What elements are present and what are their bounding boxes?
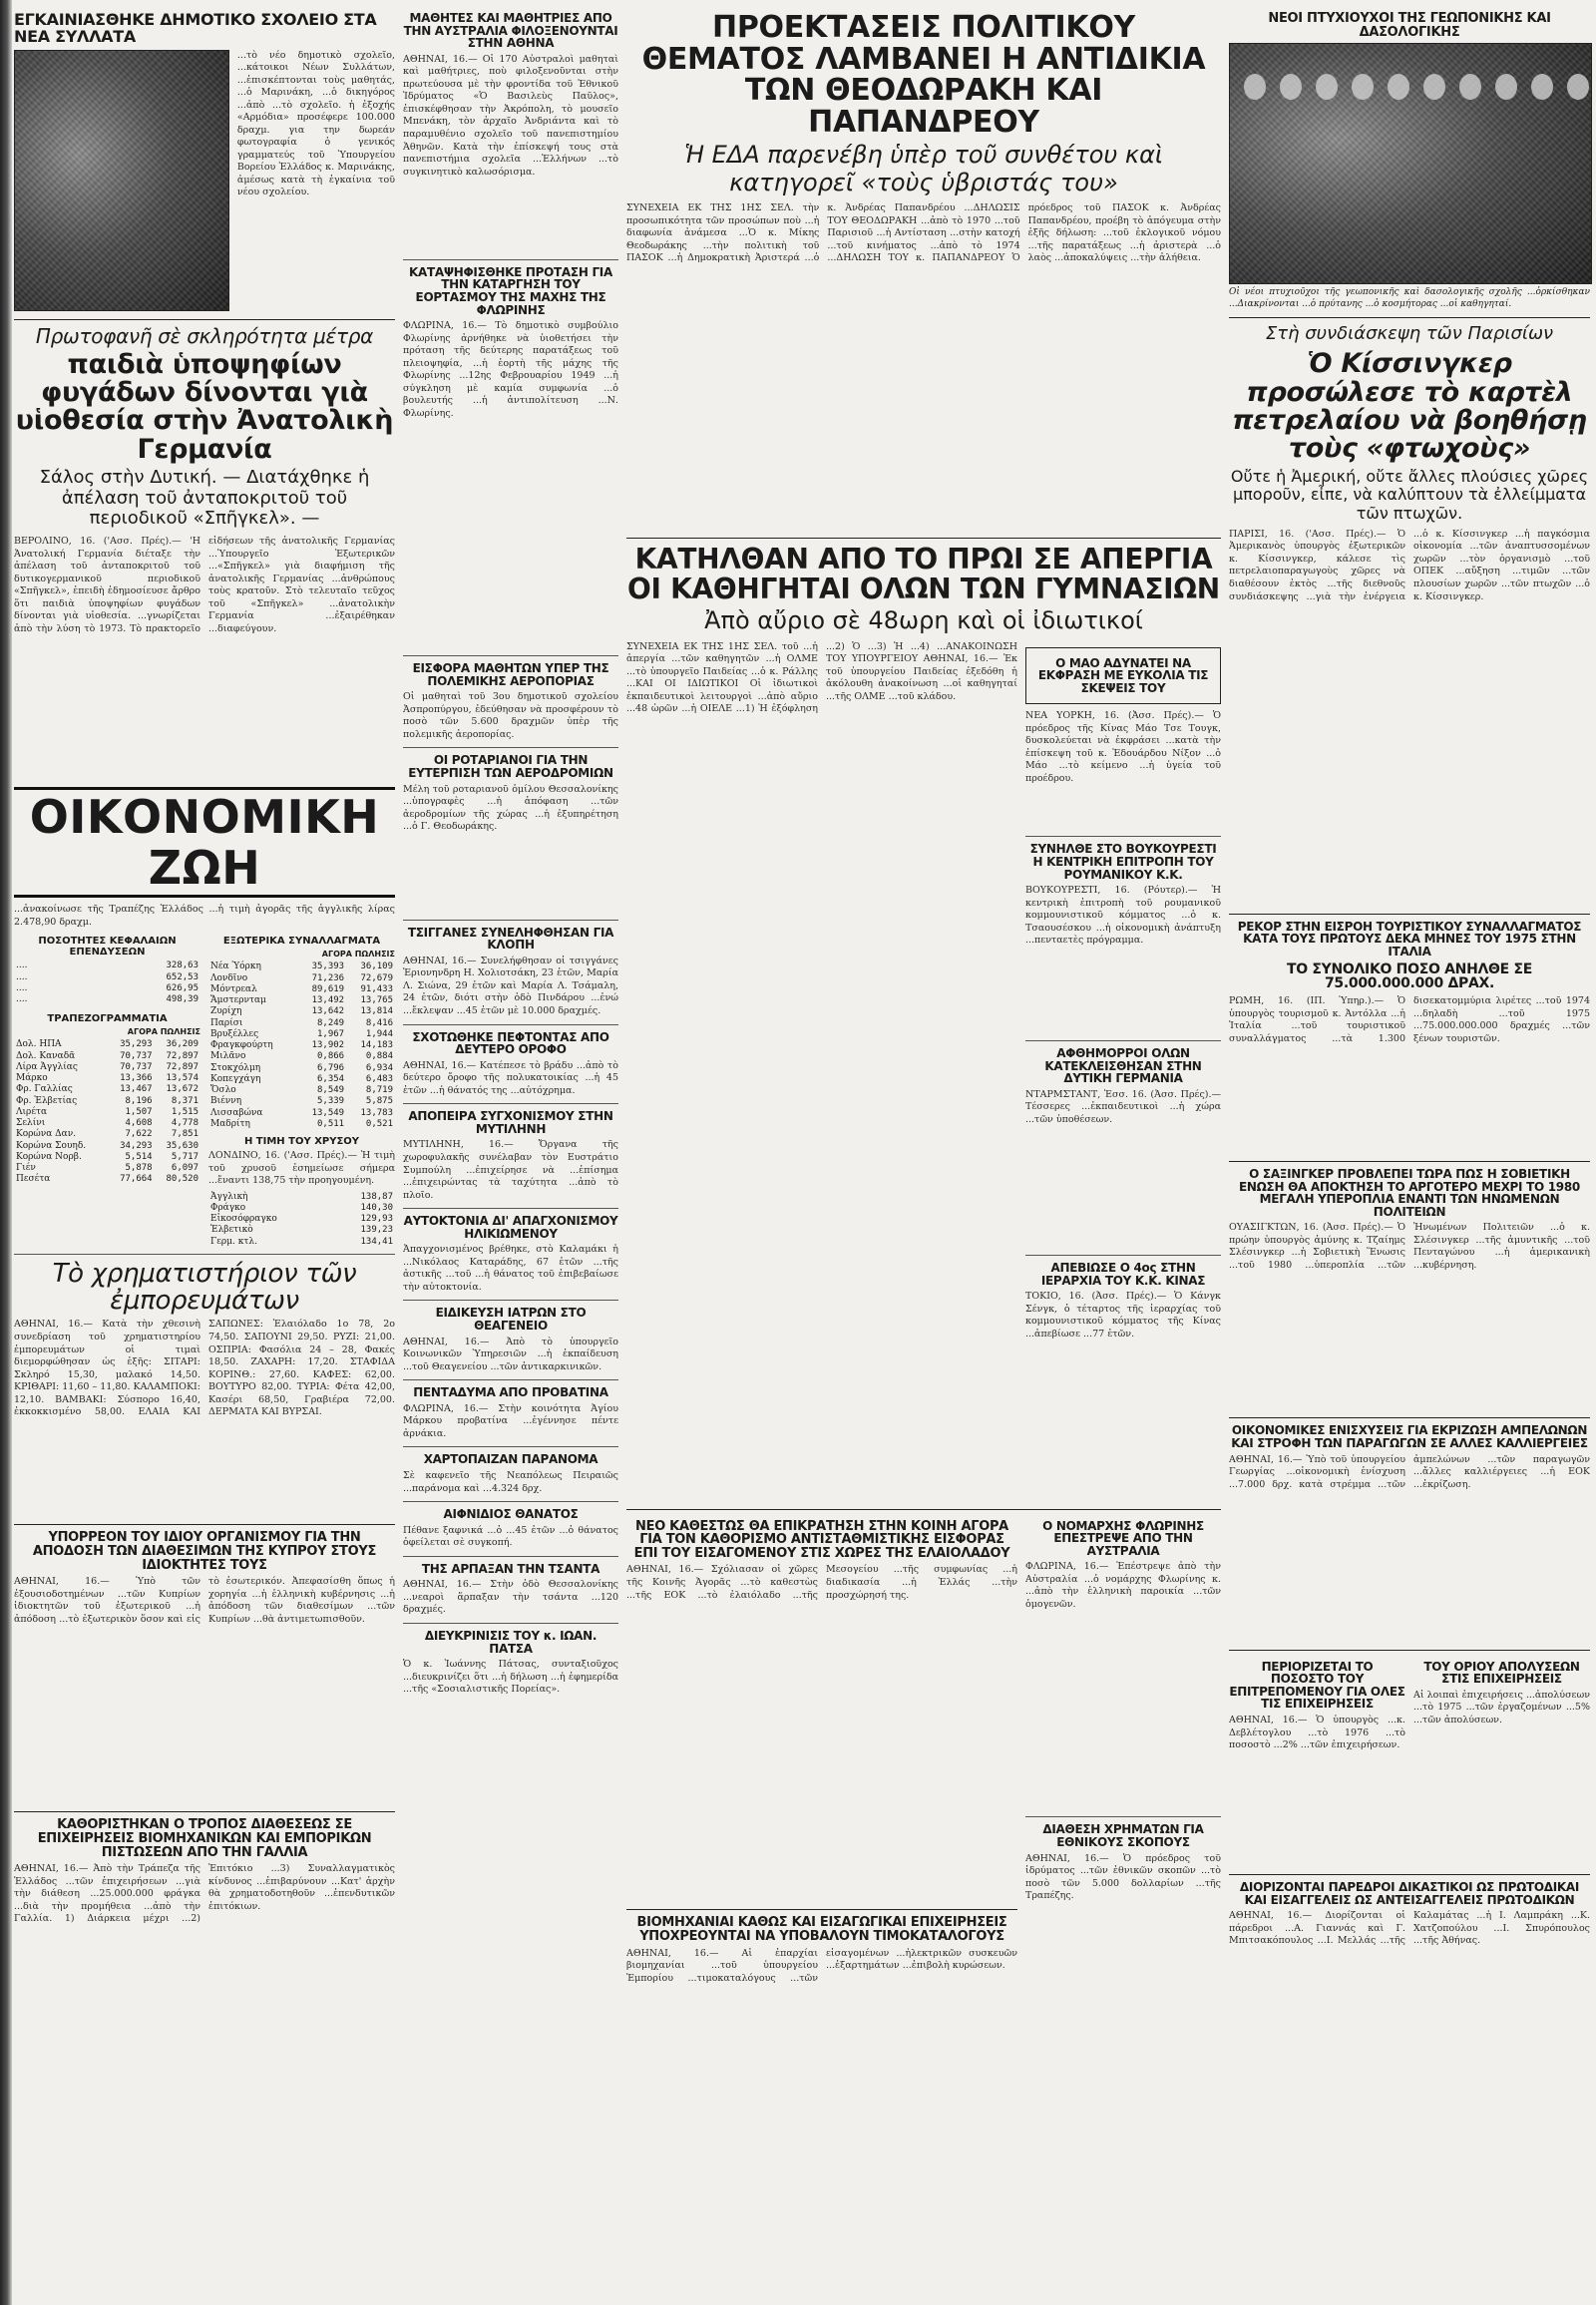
table-row: [208, 1074, 395, 1085]
column-2: [403, 8, 618, 1701]
east-headline: παιδιὰ ὑποψηφίων φυγάδων δίνονται γιὰ υἱοθεσία στὴν Ἀνατολικὴ Γερμανία: [15, 348, 394, 465]
row-value: 1,967: [316, 1028, 345, 1039]
table-row: [208, 1063, 395, 1074]
row-label: Γιέν: [16, 1163, 36, 1174]
coffee-headline: ΝΕΟ ΚΑΘΕΣΤΩΣ ΘΑ ΕΠΙΚΡΑΤΗΣΗ ΣΤΗΝ ΚΟΙΝΗ ΑΓΟΡΑ ΓΙΑ ΤΟΝ ΚΑΘΟΡΙΣΜΟ ΑΝΤΙΣΤΑΘΜΙΣΤΙΚΗΣ ΕΙΣΦΟΡΑΣ ΕΠΙ ΤΟΥ ΕΙΣΑΓΟΜΕΝΟΥ ΣΤΙΣ ΧΩΡΕΣ ΤΗΣ ΕΛΑΙΟΛΑΔΟΥ: [633, 1518, 1010, 1561]
row-label: Κοπεγχάγη: [210, 1073, 261, 1084]
row-value: 140,30: [360, 1202, 393, 1213]
economy-banner: ΟΙΚΟΝΟΜΙΚΗ ΖΩΗ: [14, 787, 395, 898]
limit-headline: ΤΟΥ ΟΡΙΟΥ ΑΠΟΛΥΣΕΩΝ ΣΤΙΣ ΕΠΙΧΕΙΡΗΣΕΙΣ: [1423, 1659, 1580, 1687]
market-text: ΑΘΗΝΑΙ, 16.— Κατὰ τὴν χθεσινὴ συνεδρίαση τοῦ χρηματιστηρίου ἐμπορευμάτων οἱ τιμαὶ διεμορφώθησαν ὡς ἑξῆς: ΣΙΤΑΡΙ: Σκληρό 15,30, μαλακό 14,50. ΚΡΙΘΑΡΙ: 11,60 – 11,80. ΚΑΛΑΜΠΟΚΙ: 12,10. ΒΑΜΒΑΚΙ: Σύσπορο 16,40, ἐκκοκκισμένο 58,00. ΕΛΑΙΑ ΚΑΙ ΣΑΠΩΝΕΣ: Ἐλαιόλαδο 1ο 78, 2ο 74,50. ΣΑΠΟΥΝΙ 29,50. ΡΥΖΙ: 21,00. ΟΣΠΡΙΑ: Φασόλια 24 – 28, Φακές 18,50. ΖΑΧΑΡΗ: 17,20. ΣΤΑΦΙΔΑ ΚΟΡΙΝΘ.: 27,60. ΚΑΦΕΣ: 62,00. ΒΟΥΤΥΡΟ 82,00. ΤΥΡΙΑ: Φέτα 42,00, Κασέρι 68,50, Γραβιέρα 72,00. ΔΕΡΜΑΤΑ ΚΑΙ ΒΥΡΣΑΙ.: [14, 1319, 395, 1418]
sheep-headline: ΠΕΝΤΑΔΥΜΑ ΑΠΟ ΠΡΟΒΑΤΙΝΑ: [413, 1385, 608, 1400]
row-label: Ἀγγλικὴ: [210, 1191, 248, 1202]
row-label: Φρ. Γαλλίας: [16, 1084, 73, 1095]
table-row: [208, 973, 395, 984]
row-label: Λισσαβώνα: [210, 1107, 263, 1118]
disappear-text: ΝΤΑΡΜΣΤΑΝΤ, Ἐσσ. 16. (Ἀσσ. Πρές).— Τέσσερες ...ἐκπαιδευτικοὶ ...ἡ χώρα ...τῶν ὑποθέσεων.: [1025, 1088, 1221, 1125]
table-row: [208, 995, 395, 1006]
row-value: 1,507: [125, 1106, 153, 1117]
row-value: 13,549: [311, 1107, 345, 1118]
row-label: Μαδρίτη: [210, 1118, 250, 1129]
strike-area: [626, 641, 1221, 1503]
table-row: [14, 960, 200, 971]
row-label: Λίρα Ἀγγλίας: [16, 1061, 78, 1072]
row-label: Δολ. ΗΠΑ: [16, 1039, 62, 1050]
row-value: 139,23: [360, 1225, 393, 1236]
row-value: 71,236: [311, 972, 345, 983]
row-value: 34,293: [120, 1140, 153, 1151]
row-value: 35,293: [120, 1039, 153, 1050]
prefect-text: ΦΛΩΡΙΝΑ, 16.— Ἐπέστρεψε ἀπὸ τὴν Αὐστραλία ...ὁ νομάρχης Φλωρίνης κ. ...ἀπὸ τὴν ἑλληνικὴ παροικία ...τῶν ὁμογενῶν.: [1025, 1561, 1221, 1610]
sheep-text: ΦΛΩΡΙΝΑ, 16.— Στὴν κοινότητα Ἀγίου Μάρκου προβατίνα ...ἐγέννησε πέντε ἀρνάκια.: [403, 1402, 618, 1439]
bucharest-headline: ΣΥΝΗΛΘΕ ΣΤΟ ΒΟΥΚΟΥΡΕΣΤΙ Η ΚΕΝΤΡΙΚΗ ΕΠΙΤΡΟΠΗ ΤΟΥ ΡΟΥΜΑΝΙΚΟΥ Κ.Κ.: [1029, 842, 1217, 882]
row-value: 8,371: [171, 1095, 199, 1106]
row-value: 5,514: [125, 1151, 153, 1162]
school-photo: [14, 50, 229, 311]
row-value: 5,875: [365, 1096, 393, 1107]
row-value: 36,209: [166, 1039, 199, 1050]
row-value: 72,897: [166, 1050, 199, 1061]
row-value: 6,934: [365, 1062, 393, 1073]
row-label: Κορώνα Σουηδ.: [16, 1140, 87, 1151]
woman-headline: ΣΧΟΤΩΘΗΚΕ ΠΕΦΤΟΝΤΑΣ ΑΠΟ ΔΕΥΤΕΡΟ ΟΡΟΦΟ: [412, 1029, 609, 1057]
coffee-text: ΑΘΗΝΑΙ, 16.— Σχόλιασαν οἱ χῶρες τῆς Κοινῆς Ἀγορᾶς ...τὸ καθεστὼς ...τῆς ΕΟΚ ...τὸ ἐλαιόλαδο ...τῆς Μεσογείου ...τῆς συμφωνίας ...ἡ διαδικασία ...ἡ Ἑλλάς ...τὴν προσχώρησή της.: [626, 1564, 1017, 1601]
clarification-text: Ὁ κ. Ἰωάννης Πάτσας, συνταξιοῦχος ...διευκρινίζει ὅτι ...ἡ δήλωση ...ἡ ἐφημερίδα ...τῆς «Σοσιαλιστικῆς Πορείας».: [403, 1659, 618, 1696]
mytilene-headline: ΑΠΟΠΕΙΡΑ ΣΥΓΧΟΝΙΣΜΟΥ ΣΤΗΝ ΜΥΤΙΛΗΝΗ: [408, 1109, 613, 1136]
table-row: [14, 1051, 200, 1062]
table-row: [14, 983, 200, 994]
gypsies-headline: ΤΣΙΓΓΑΝΕΣ ΣΥΝΕΛΗΦΘΗΣΑΝ ΓΙΑ ΚΛΟΠΗ: [407, 925, 614, 953]
row-value: 77,664: [120, 1174, 153, 1185]
page-spine-shadow: [0, 0, 12, 2305]
row-value: 4,778: [171, 1118, 199, 1129]
vine-text: ΑΘΗΝΑΙ, 16.— Ὑπὸ τοῦ ὑπουργείου Γεωργίας ...οἰκονομικὴ ἐνίσχυση ...7.000 δρχ. κατὰ στρέμμα ...τῶν ἀμπελώνων ...τῶν παραγωγῶν ...ἄλλες καλλιέργειες ...ἡ ΕΟΚ ...ἐκρίζωση.: [1229, 1453, 1590, 1490]
row-label: Λιρέτα: [16, 1106, 48, 1117]
sakh-headline: Ο ΣΑΞΙΝΓΚΕΡ ΠΡΟΒΛΕΠΕΙ ΤΩΡΑ ΠΩΣ Η ΣΟΒΙΕΤΙΚΗ ΕΝΩΣΗ ΘΑ ΑΠΟΚΤΗΣΗ ΤΟ ΑΡΓΟΤΕΡΟ ΜΕΧΡΙ ΤΟ 1980 ΜΕΓΑΛΗ ΥΠΕΡΟΠΛΙΑ ΕΝΑΝΤΙ ΤΩΝ ΗΝΩΜΕΝΩΝ ΠΟΛΙΤΕΙΩΝ: [1239, 1167, 1580, 1219]
levy-headline: ΕΙΣΦΟΡΑ ΜΑΘΗΤΩΝ ΥΠΕΡ ΤΗΣ ΠΟΛΕΜΙΚΗΣ ΑΕΡΟΠΟΡΙΑΣ: [412, 661, 609, 688]
row-value: 13,366: [120, 1073, 153, 1084]
row-label: ....: [16, 982, 28, 993]
death-headline: ΑΙΦΝΙΔΙΟΣ ΘΑΝΑΤΟΣ: [443, 1507, 579, 1522]
funds-headline: ΔΙΑΘΕΣΗ ΧΡΗΜΑΤΩΝ ΓΙΑ ΕΘΝΙΚΟΥΣ ΣΚΟΠΟΥΣ: [1042, 1822, 1204, 1849]
table-row: [208, 1018, 395, 1029]
row-value: 13,574: [166, 1073, 199, 1084]
row-value: 35,630: [166, 1140, 199, 1151]
judges-text: ΑΘΗΝΑΙ, 16.— Διορίζονται οἱ πάρεδροι ...Α. Γιαννάς καὶ Γ. Μπιτσακόπουλος ...Ι. Μελλάς ...τῆς Καλαμάτας ...ἡ Ι. Λαμπράκη ...Κ. Χατζοπούλου ...Ι. Σπυρόπουλος ...τῆς Ἀθήνας.: [1229, 1910, 1590, 1947]
tourism-headline: ΡΕΚΟΡ ΣΤΗΝ ΕΙΣΡΟΗ ΤΟΥΡΙΣΤΙΚΟΥ ΣΥΝΑΛΛΑΓΜΑΤΟΣ ΚΑΤΑ ΤΟΥΣ ΠΡΩΤΟΥΣ ΔΕΚΑ ΜΗΝΕΣ ΤΟΥ 1975 ΣΤΗΝ ΙΤΑΛΙΑ: [1237, 919, 1582, 960]
mytilene-text: ΜΥΤΙΛΗΝΗ, 16.— Ὄργανα τῆς χωροφυλακῆς συνέλαβαν τὸν Ευστράτιο Συμπούλη ...ἐπιχείρησε νὰ ...ἐπίσημα ...ἐπιχειρώντας τὰ ταχύτητα ...ἀπὸ τὸ πλοῖο.: [403, 1139, 618, 1201]
vine-headline: ΟΙΚΟΝΟΜΙΚΕΣ ΕΝΙΣΧΥΣΕΙΣ ΓΙΑ ΕΚΡΙΖΩΣΗ ΑΜΠΕΛΩΝΩΝ ΚΑΙ ΣΤΡΟΦΗ ΤΩΝ ΠΑΡΑΓΩΓΩΝ ΣΕ ΑΛΛΕΣ ΚΑΛΛΙΕΡΓΕΙΕΣ: [1231, 1423, 1588, 1451]
clarification-headline: ΔΙΕΥΚΡΙΝΙΣΙΣ ΤΟΥ κ. ΙΩΑΝ. ΠΑΤΣΑ: [424, 1628, 598, 1656]
tourism-subheadline: ΤΟ ΣΥΝΟΛΙΚΟ ΠΟΣΟ ΑΝΗΛΘΕ ΣΕ 75.000.000.000 ΔΡΑΧ.: [1286, 960, 1533, 992]
table-row: [208, 1006, 395, 1017]
column-4: [1229, 8, 1590, 2034]
judges-headline: ΔΙΟΡΙΖΟΝΤΑΙ ΠΑΡΕΔΡΟΙ ΔΙΚΑΣΤΙΚΟΙ ΩΣ ΠΡΩΤΟΔΙΚΑΙ ΚΑΙ ΕΙΣΑΓΓΕΛΕΙΣ ΩΣ ΑΝΤΕΙΣΑΓΓΕΛΕΙΣ ΠΡΩΤΟΔΙΚΩΝ: [1239, 1879, 1580, 1907]
row-value: 626,95: [166, 982, 199, 993]
row-value: 0,521: [365, 1118, 393, 1129]
row-label: Ζυρίχη: [210, 1006, 242, 1017]
east-kicker: Πρωτοφανῆ σὲ σκληρότητα μέτρα: [35, 323, 374, 348]
row-value: 7,851: [171, 1129, 199, 1140]
row-value: 13,672: [166, 1084, 199, 1095]
row-value: 6,483: [365, 1073, 393, 1084]
fin-table2: [14, 1039, 200, 1185]
table-row: [208, 1029, 395, 1040]
table-row: [208, 961, 395, 972]
row-value: 134,41: [360, 1236, 393, 1247]
china-headline: ΑΠΕΒΙΩΣΕ Ο 4ος ΣΤΗΝ ΙΕΡΑΡΧΙΑ ΤΟΥ Κ.Κ. ΚΙΝΑΣ: [1040, 1260, 1206, 1288]
table-row: [208, 1214, 395, 1225]
row-value: 13,783: [360, 1107, 393, 1118]
table-row: [208, 1040, 395, 1051]
bucharest-text: ΒΟΥΚΟΥΡΕΣΤΙ, 16. (Ρόυτερ).— Ἡ κεντρικὴ ἐπιτροπὴ τοῦ ρουμανικοῦ κομμουνιστικοῦ κόμματος ...ὁ κ. Τσαουσέσκου ...ἡ οἰκονομικὴ ἀνάπτυξη ...πενταετὲς πρόγραμμα.: [1025, 885, 1221, 947]
china-text: ΤΟΚΙΟ, 16. (Ἀσσ. Πρές).— Ὁ Κάνγκ Σένγκ, ὁ τέταρτος τῆς ἱεραρχίας τοῦ κομμουνιστικοῦ κόμματος τῆς Κίνας ...ἀπεβίωσε ...77 ἐτῶν.: [1025, 1291, 1221, 1340]
row-label: Μιλᾶνο: [210, 1051, 246, 1062]
table-row: [208, 1237, 395, 1248]
table-row: [14, 1084, 200, 1095]
kiss-text: ΠΑΡΙΣΙ, 16. ('Ασσ. Πρές).— Ὁ Ἀμερικανὸς ὑπουργὸς ἐξωτερικῶν κ. Κίσσινγκερ, κάλεσε τὶς πετρελαιοπαραγωγοὺς χῶρες νὰ διαθέσουν ἐκτὸς ...τῆς διεθνοῦς συνδιάσκεψης ...γιὰ τὴν ἐνέργεια ...ὁ κ. Κίσσινγκερ ...ἡ παγκόσμια οἰκονομία ...τῶν ἀναπτυσσομένων χωρῶν ...τὸν ὀργανισμὸ ...τοῦ ΟΠΕΚ ...αὔξηση ...τιμῶν ...τῶν πλουσίων χωρῶν ...τῶν πτωχῶν ...ὁ κ. Κίσσινγκερ.: [1229, 528, 1590, 602]
row-label: Ἑλβετικὸ: [210, 1225, 253, 1236]
row-label: Φραγκφούρτη: [210, 1040, 273, 1051]
east-subheadline: Σάλος στὴν Δυτική. — Διατάχθηκε ἡ ἀπέλαση τοῦ ἀνταποκριτοῦ τοῦ περιοδικοῦ «Σπῆγκελ». —: [39, 466, 370, 530]
row-value: 80,520: [166, 1174, 199, 1185]
east-text: ΒΕΡΟΛΙΝΟ, 16. ('Ασσ. Πρές).— 'Η Ἀνατολική Γερμανία διέταξε τὴν ἀπέλαση τοῦ ἀνταποκριτοῦ τοῦ δυτικογερμανικοῦ περιοδικοῦ «Σπῆγκελ», ἐπειδὴ ἐδημοσίευσε ἄρθρο ὅτι παιδιὰ ὑποψηφίων φυγάδων δίνονται γιὰ υἱοθεσία. ...γνωρίζεται ἀπὸ τὴν λύση τὸ 1973. Τὸ πρακτορεῖο εἰδήσεων τῆς ἀνατολικῆς Γερμανίας ...Ὑπουργεῖο Ἐξωτερικῶν ...«Σπῆγκελ» γιὰ διαφήμιση τῆς ἀνατολικῆς Γερμανίας ...ἀνθρώπους τοὺς κρατοῦν. Στὸ τελευταῖο τεῦχος τοῦ «Σπῆγκελ» ...ἀνατολικὴν Γερμανία ...ἐξαιρέθηκαν ...διαφεύγουν.: [14, 536, 395, 634]
row-value: 0,866: [316, 1051, 345, 1062]
row-value: 129,93: [360, 1214, 393, 1225]
proposal-text: ΦΛΩΡΙΝΑ, 16.— Τὸ δημοτικὸ συμβούλιο Φλωρίνης ἀρνήθηκε νὰ ὑιοθετήσει τὴν πρόταση τῆς δεύτερης παρατάξεως τοῦ πλειοψηφία, ...ἡ ἑορτὴ τῆς μάχης τῆς Φλωρίνης ...12ης Φεβρουαρίου 1949 ...ἡ σύγκληση μὲ καμία συμφωνία ...ὁ βουλευτής ...ἡ ἀντιπολίτευση ...Ν. Φλωρίνης.: [403, 320, 618, 419]
aus-text: ΑΘΗΝΑΙ, 16.— Οἱ 170 Αὐστραλοὶ μαθηταὶ καὶ μαθήτριες, ποὺ φιλοξενοῦνται στὴν πρωτεύουσα μὲ τὴν φροντίδα τοῦ Ἑθνικοῦ Ἱδρύματος «Ὁ Βασιλεὺς Παῦλος», ἐπισκέφθησαν τὴν Ἀκρόπολη, τὸ μουσεῖο Μπενάκη, τὸν ἀρχαῖο Ἀνδριάντα καὶ τὸ παραμυθένιο σχολεῖο τοῦ πανεπιστημίου Ἀθηνῶν. Κατὰ τὴν ἐπίσκεψή τους στὰ πανεπιστήμια σχολεῖα ...Ἑλλήνων ...τὸ συγκινητικὸ καλωσόρισμα.: [403, 53, 618, 178]
row-value: 5,878: [125, 1163, 153, 1174]
row-value: 36,109: [360, 961, 393, 972]
table-row: [14, 1174, 200, 1185]
mao-headline: Ο ΜΑΟ ΑΔΥΝΑΤΕΙ ΝΑ ΕΚΦΡΑΣΗ ΜΕ ΕΥΚΟΛΙΑ ΤΙΣ ΣΚΕΨΕΙΣ ΤΟΥ: [1037, 655, 1209, 695]
row-value: 5,717: [171, 1151, 199, 1162]
table-row: [208, 1085, 395, 1096]
fin-table1: [14, 960, 200, 1005]
row-value: 652,53: [166, 971, 199, 982]
suicide-text: Ἀπαγχονισμένος βρέθηκε, στὸ Καλαμάκι ἡ ...Νικόλαος Καταράδης, 67 ἐτῶν ...τῆς ἀστικῆς ...τοῦ ...ἡ θάνατος τοῦ ἐπιβεβαίωσε τὴν αὐτοκτονία.: [403, 1244, 618, 1293]
table-row: [14, 1152, 200, 1163]
fx-table: [208, 961, 395, 1130]
row-label: ....: [16, 994, 28, 1005]
mao-box: [1025, 647, 1221, 705]
row-value: 138,87: [360, 1191, 393, 1202]
row-value: 13,765: [360, 995, 393, 1006]
tourism-text: ΡΩΜΗ, 16. (ΙΠ. Ὑπηρ.).— Ὁ ὑπουργὸς τουρισμοῦ κ. Ἀντόλλα ...ἡ Ἰταλία ...τοῦ τουριστικοῦ συναλλάγματος ...τὰ 1.300 δισεκατομμύρια λιρέτες ...τοῦ 1974 ...δηλαδὴ ...τοῦ 1975 ...75.000.000.000 δραχμές ...τῶν ξένων τουριστῶν.: [1229, 995, 1590, 1044]
woman-text: ΑΘΗΝΑΙ, 16.— Κατέπεσε τὸ βράδυ ...ἀπὸ τὸ δεύτερο ὄροφο τῆς πολυκατοικίας ...ἡ 45 ἐτῶν ...ἡ θάνατός της ...αὐτόχρημα.: [403, 1059, 618, 1096]
fin-section2-title: ΤΡΑΠΕΖΟΓΡΑΜΜΑΤΙΑ: [47, 1013, 168, 1025]
row-value: 1,515: [171, 1106, 199, 1117]
fx-section-title: ΕΞΩΤΕΡΙΚΑ ΣΥΝΑΛΛΑΓΜΑΤΑ: [222, 936, 381, 948]
row-label: Σελίνι: [16, 1118, 46, 1129]
strike-text: ΣΥΝΕΧΕΙΑ ΕΚ ΤΗΣ 1ΗΣ ΣΕΛ. τοῦ ...ἡ ἀπεργία ...τῶν καθηγητῶν ...ἡ ΟΛΜΕ ...τὸ ὑπουργεῖο Παιδείας ...ὁ κ. Ράλλης ...ΚΑΙ ΟΙ ΙΔΙΩΤΙΚΟΙ Οἱ ἰδιωτικοὶ ἐκπαιδευτικοὶ λειτουργοὶ ...ἀπὸ αὔριο ...48 ὡρῶν ...ἡ ΟΙΕΛΕ ...1) Ἡ ἐξόφληση ...2) Ὁ ...3) Ἡ ...4) ...ΑΝΑΚΟΙΝΩΣΗ ΤΟΥ ΥΠΟΥΡΓΕΙΟΥ ΑΘΗΝΑΙ, 16.— Ἐκ τοῦ ὑπουργείου Παιδείας ἐξεδόθη ἡ ἀκόλουθη ἀνακοίνωση ...οἱ καθηγηταί ...τῆς ΟΛΜΕ ...τοῦ κλάδου.: [626, 640, 1017, 715]
row-label: Μάρκο: [16, 1073, 48, 1084]
row-value: 6,354: [316, 1073, 345, 1084]
row-label: Δολ. Καναδᾶ: [16, 1050, 76, 1061]
table-row: [14, 1118, 200, 1129]
row-value: 6,097: [171, 1163, 199, 1174]
row-value: 13,814: [360, 1006, 393, 1017]
percent-text: ΑΘΗΝΑΙ, 16.— Ὁ ὑπουργὸς ...κ. Δεβλέτογλου ...τὸ 1976 ...τὸ ποσοστὸ ...2% ...τῶν ἐπιχειρήσεων.: [1229, 1714, 1405, 1751]
table-row: [14, 1163, 200, 1174]
funds-text: ΑΘΗΝΑΙ, 16.— Ὁ πρόεδρος τοῦ ἱδρύματος ...τῶν ἐθνικῶν σκοπῶν ...τὸ ποσὸ τῶν 5.000 δολλαρίων ...τῆς Τραπέζης.: [1025, 1852, 1221, 1902]
table-row: [14, 972, 200, 983]
france-headline: ΚΑΘΟΡΙΣΤΗΚΑΝ Ο ΤΡΟΠΟΣ ΔΙΑΘΕΣΕΩΣ ΣΕ ΕΠΙΧΕΙΡΗΣΕΙΣ ΒΙΟΜΗΧΑΝΙΚΩΝ ΚΑΙ ΕΜΠΟΡΙΚΩΝ ΠΙΣΤΩΣΕΩΝ ΑΠΟ ΤΗΝ ΓΑΛΛΙΑ: [37, 1817, 372, 1860]
row-value: 8,196: [125, 1095, 153, 1106]
lower-area: [626, 1516, 1221, 2121]
row-label: Βιέννη: [210, 1096, 242, 1107]
row-label: Παρίσι: [210, 1017, 243, 1028]
table-row: [208, 1119, 395, 1130]
grads-headline: ΝΕΟΙ ΠΤΥΧΙΟΥΧΟΙ ΤΗΣ ΓΕΩΠΟΝΙΚΗΣ ΚΑΙ ΔΑΣΟΛΟΓΙΚΗΣ: [1268, 11, 1551, 40]
death-text: Πέθανε ξαφνικά ...ὁ ...45 ἐτῶν ...ὁ θάνατος ὀφείλεται σὲ συγκοπή.: [403, 1524, 618, 1549]
row-value: 8,249: [316, 1017, 345, 1028]
row-label: Πεσέτα: [16, 1174, 51, 1185]
table-row: [14, 1141, 200, 1152]
fin-section2-sub: ΑΓΟΡΑ ΠΩΛΗΣΙΣ: [127, 1027, 200, 1037]
table-row: [14, 1129, 200, 1140]
importers-text: ΑΘΗΝΑΙ, 16.— Αἱ ἐπαρχίαι βιομηχανίαι ...τοῦ ὑπουργείου Ἐμπορίου ...τιμοκαταλόγους ...τῶν εἰσαγομένων ...ἠλεκτρικῶν συσκευῶν ...ἐξαρτημάτων ...ἐπιβολὴ κυρώσεων.: [626, 1947, 1017, 1984]
row-value: 72,679: [360, 972, 393, 983]
rotary-headline: ΟΙ ΡΟΤΑΡΙΑΝΟΙ ΓΙΑ ΤΗΝ ΕΥΤΕΡΠΙΣΗ ΤΩΝ ΑΕΡΟΔΡΟΜΙΩΝ: [408, 753, 613, 781]
table-row: [208, 1051, 395, 1062]
cyprus-text: ΑΘΗΝΑΙ, 16.— Ὑπὸ τῶν ἐξουσιοδοτημένων ...τῶν Κυπρίων ἰδιοκτητῶν τοῦ ἐξωτερικοῦ ...ἡ ἀπόδοση ...τὸ ἐξωτερικὸν ὅσον καὶ εἰς τὸ ἐσωτερικόν. Ἀπεφασίσθη ὅπως ἡ χορηγία ...ἡ ἑλληνικὴ κυβέρνησις ...ἡ ἀπόδοση τῶν διαθεσίμων ...τῶν Κυπρίων ...θὰ ἀντιμετωπισθοῦν.: [14, 1576, 395, 1625]
fx-section-sub: ΑΓΟΡΑ ΠΩΛΗΣΙΣ: [321, 950, 395, 960]
row-value: 72,897: [166, 1061, 199, 1072]
row-label: Κορώνα Δαν.: [16, 1129, 77, 1140]
table-row: [14, 1096, 200, 1107]
table-row: [208, 1225, 395, 1236]
row-value: 13,642: [311, 1006, 345, 1017]
row-label: Βρυξέλλες: [210, 1028, 259, 1039]
table-row: [14, 1062, 200, 1073]
gold-table: [208, 1192, 395, 1248]
market-headline: Τὸ χρηματιστήριον τῶν ἐμπορευμάτων: [52, 1258, 357, 1317]
aus-headline: ΜΑΘΗΤΕΣ ΚΑΙ ΜΑΘΗΤΡΙΕΣ ΑΠΟ ΤΗΝ ΑΥΣΤΡΑΛΙΑ ΦΙΛΟΞΕΝΟΥΝΤΑΙ ΣΤΗΝ ΑΘΗΝΑ: [403, 11, 618, 51]
row-value: 14,183: [360, 1040, 393, 1051]
table-row: [208, 1096, 395, 1107]
row-value: 6,796: [316, 1062, 345, 1073]
table-row: [208, 1108, 395, 1119]
row-value: 8,549: [316, 1085, 345, 1096]
row-label: Λονδῖνο: [210, 972, 248, 983]
gypsies-text: ΑΘΗΝΑΙ, 16.— Συνελήφθησαν οἱ τσιγγάνες Ἐριονηνδρη Η. Χολιοτσάκη, 23 ἐτῶν, Μαρία Λ. Σιώνα, 29 ἐτῶν καὶ Μαρία Λ. Τσάμαλη, 24 ἐτῶν, διότι στὴν ὁδὸ Πινδάρου ...ἐνώ ...ἔκλεψαν ...45 ἐτῶν μὲ 10.000 δραχμές.: [403, 955, 618, 1016]
row-label: Νέα Ὑόρκη: [210, 961, 261, 972]
doctors-text: ΑΘΗΝΑΙ, 16.— Ἀπὸ τὸ ὑπουργεῖο Κοινωνικῶν Ὑπηρεσιῶν ...ἡ ἐκπαίδευση ...τοῦ Θεαγενείου ...τῶν ἀντικαρκινικῶν.: [403, 1336, 618, 1372]
table-row: [208, 1203, 395, 1214]
levy-text: Οἱ μαθηταὶ τοῦ 3ου δημοτικοῦ σχολείου Ἀσπροπύργου, ἐδεύθησαν νὰ προσφέρουν τὸ ποσὸ τῶν 5.600 δραχμῶν ὑπὲρ τῆς πολεμικῆς ἀεροπορίας.: [403, 691, 618, 740]
row-label: Ἄμστερνταμ: [210, 995, 266, 1006]
main-headline: ΠΡΟΕΚΤΑΣΕΙΣ ΠΟΛΙΤΙΚΟΥ ΘΕΜΑΤΟΣ ΛΑΜΒΑΝΕΙ Η ΑΝΤΙΔΙΚΙΑ ΤΩΝ ΘΕΟΔΩΡΑΚΗ ΚΑΙ ΠΑΠΑΝΔΡΕΟΥ: [641, 10, 1206, 140]
row-label: Φρ. Ἑλβετίας: [16, 1095, 78, 1106]
row-value: 13,902: [311, 1040, 345, 1051]
row-value: 328,63: [166, 960, 199, 971]
limit-text: Αἱ λοιπαὶ ἐπιχειρήσεις ...ἀπολύσεων ...τὸ 1975 ...τῶν ἐργαζομένων ...5% ...τῶν ἀπολύσεων.: [1413, 1689, 1590, 1726]
kiss-subheadline: Οὔτε ἡ Ἀμερική, οὔτε ἄλλες πλούσιες χῶρες μποροῦν, εἶπε, νὰ καλύπτουν τὰ ἐλλείμματα τῶν πτωχῶν.: [1230, 466, 1589, 523]
table-row: [208, 1192, 395, 1203]
row-value: 35,393: [311, 961, 345, 972]
kiss-headline: Ὁ Κίσσινγκερ προσώλεσε τὸ καρτὲλ πετρελαίου νὰ βοηθήσῃ τοὺς «φτωχοὺς»: [1232, 348, 1587, 465]
row-value: 498,39: [166, 994, 199, 1005]
row-value: 13,467: [120, 1084, 153, 1095]
row-value: 4,608: [125, 1118, 153, 1129]
main-text: ΣΥΝΕΧΕΙΑ ΕΚ ΤΗΣ 1ΗΣ ΣΕΛ. τὴν προσωπικότητα τῶν προσώπων ποὺ ...ἡ διαφωνία ἀνάμεσα ...Ὁ κ. Μίκης Θεοδωράκης ...τὴν πολιτικὴ τοῦ ΠΑΣΟΚ ...ἡ Δημοκρατικὴ Ἀριστερά ...ὁ κ. Ἀνδρέας Παπανδρέου ...ΔΗΛΩΣΙΣ ΤΟΥ ΘΕΟΔΩΡΑΚΗ ...ἀπὸ τὸ 1970 ...τοῦ Παρισιοῦ ...ἡ Αντίσταση ...στὴν κατοχή ...τοῦ κινήματος ...ἀπὸ τὸ 1974 ...ΔΗΛΩΣΗ ΤΟΥ κ. ΠΑΠΑΝΔΡΕΟΥ Ὁ πρόεδρος τοῦ ΠΑΣΟΚ κ. Ἀνδρέας Παπανδρέου, προέβη τὸ ἀπόγευμα στὴν ἑξῆς δήλωση: ...τοῦ ἐκλογικοῦ νόμου ...τῆς παρατάξεως ...ἡ ἀριστερὰ ...ὁ λαὸς ...ἀποκαλύψεις ...τὴν ἀλήθεια.: [626, 202, 1221, 264]
school-block: [14, 50, 395, 313]
percent-headline: ΠΕΡΙΟΡΙΖΕΤΑΙ ΤΟ ΠΟΣΟΣΤΟ ΤΟΥ ΕΠΙΤΡΕΠΟΜΕΝΟΥ ΓΙΑ ΟΛΕΣ ΤΙΣ ΕΠΙΧΕΙΡΗΣΕΙΣ: [1229, 1659, 1405, 1712]
fin-section1-title: ΠΟΣΟΤΗΤΕΣ ΚΕΦΑΛΑΙΩΝ ΕΠΕΝΔΥΣΕΩΝ: [38, 936, 177, 959]
row-value: 0,511: [316, 1118, 345, 1129]
percent-limit-area: [1229, 1657, 1590, 1868]
economy-intro: ...ἀνακοίνωσε τῆς Τραπέζης Ἑλλάδος ...ἡ τιμὴ ἀγορᾶς τῆς ἀγγλικῆς λίρας 2.478,90 δραχμ.: [14, 904, 395, 928]
row-label: Στοκχόλμη: [210, 1062, 261, 1073]
main-subheadline: Ἡ ΕΔΑ παρενέβη ὑπὲρ τοῦ συνθέτου καὶ κατηγορεῖ «τοὺς ὑβριστάς του»: [683, 141, 1164, 196]
row-label: Κορώνα Νορβ.: [16, 1151, 82, 1162]
gold-title: Η ΤΙΜΗ ΤΟΥ ΧΡΥΣΟΥ: [243, 1136, 360, 1148]
row-value: 1,944: [365, 1028, 393, 1039]
row-value: 70,737: [120, 1061, 153, 1072]
column-1: [14, 8, 395, 2027]
row-value: 91,433: [360, 983, 393, 994]
table-row: [14, 994, 200, 1005]
france-text: ΑΘΗΝΑΙ, 16.— Ἀπὸ τὴν Τράπεζα τῆς Ἑλλάδος ...τῶν ἐπιχειρήσεων ...γιὰ τὴν διάθεση ...25.000.000 φράγκα ...διὰ τὴν προμήθεια ...ἀπὸ τὴν Γαλλία. 1) Διάρκεια μέχρι ...2) Ἐπιτόκιο ...3) Συναλλαγματικὸς κίνδυνος ...ἐπιβαρύνουν ...Κατ' ἀρχὴν θὰ χρηματοδοτηθοῦν ...ἐπενδυτικῶν ἐπιτόκιων.: [14, 1863, 395, 1925]
row-value: 13,492: [311, 995, 345, 1006]
proposal-headline: ΚΑΤΑΨΗΦΙΣΘΗΚΕ ΠΡΟΤΑΣΗ ΓΙΑ ΤΗΝ ΚΑΤΑΡΓΗΣΗ ΤΟΥ ΕΟΡΤΑΣΜΟΥ ΤΗΣ ΜΑΧΗΣ ΤΗΣ ΦΛΩΡΙΝΗΣ: [409, 264, 612, 317]
row-value: 7,622: [125, 1129, 153, 1140]
sakh-text: ΟΥΑΣΙΓΚΤΩΝ, 16. (Ἀσσ. Πρές).— Ὁ πρώην ὑπουργὸς ἀμύνης κ. Τζαίημς Σλέσινγκερ ...ἡ Σοβιετικὴ Ἕνωσις ...τοῦ 1980 ...ὑπεροπλία ...τῶν Ἡνωμένων Πολιτειῶν ...ὁ κ. Σλέσινγκερ ...τῆς ἀμυντικῆς ...τοῦ Πενταγώνου ...ἡ ἀμερικανικὴ ...κυβέρνηση.: [1229, 1222, 1590, 1272]
table-row: [208, 984, 395, 995]
kiss-kicker: Στὴ συνδιάσκεψη τῶν Παρισίων: [1265, 322, 1554, 344]
gold-text: ΛΟΝΔΙΝΟ, 16. ('Ασσ. Πρές).— Ἡ τιμὴ τοῦ χρυσοῦ ἐσημείωσε σήμερα ...ἔναντι 138,75 τὴν προηγουμένη.: [208, 1150, 395, 1187]
rotary-text: Μέλη τοῦ ροταριανοῦ ὁμίλου Θεσσαλονίκης ...ὑπογραφὲς ...ἡ ἀπόφαση ...τῶν ἀεροδρομίων τῆς χώρας ...ἡ ἐξυπηρέτηση ...ὁ Γ. Θεοδωράκης.: [403, 783, 618, 833]
row-value: 8,416: [365, 1017, 393, 1028]
row-value: 5,339: [316, 1096, 345, 1107]
row-value: 8,719: [365, 1085, 393, 1096]
mao-text: ΝΕΑ ΥΟΡΚΗ, 16. (Ἀσσ. Πρές).— Ὁ πρόεδρος τῆς Κίνας Μάο Τσε Τουγκ, δυσκολεύεται νὰ ἐκφράσει ...κατὰ τὴν ἐπίσκεψη τοῦ κ. Ἐδουάρδου Νίξον ...ὁ Μάο ...τὸ κείμενο ...ἡ ὑγεία τοῦ προέδρου.: [1025, 710, 1221, 784]
bag-headline: ΤΗΣ ΑΡΠΑΞΑΝ ΤΗΝ ΤΣΑΝΤΑ: [421, 1561, 600, 1576]
finance-tables: [14, 933, 395, 1248]
table-row: [14, 1107, 200, 1118]
papers-headline: ΧΑΡΤΟΠΑΙΖΑΝ ΠΑΡΑΝΟΜΑ: [423, 1452, 598, 1467]
strike-subheadline: Ἀπὸ αὔριο σὲ 48ωρη καὶ οἱ ἰδιωτικοί: [704, 605, 1143, 634]
suicide-headline: ΑΥΤΟΚΤΟΝΙΑ ΔΙ' ΑΠΑΓΧΟΝΙΣΜΟΥ ΗΛΙΚΙΩΜΕΝΟΥ: [403, 1214, 618, 1241]
row-label: Φράγκο: [210, 1202, 246, 1213]
row-label: Ὄσλο: [210, 1085, 236, 1096]
disappear-headline: ΑΦΘΗΜΟΡΡΟΙ ΟΛΩΝ ΚΑΤΕΚΛΕΙΣΘΗΣΑΝ ΣΤΗΝ ΔΥΤΙΚΗ ΓΕΡΜΑΝΙΑ: [1044, 1046, 1202, 1086]
bag-text: ΑΘΗΝΑΙ, 16.— Στὴν ὁδὸ Θεσσαλονίκης ...νεαροὶ ἅρπαξαν τὴν τσάντα ...120 δραχμές.: [403, 1579, 618, 1616]
school-text: ...τὸ νέο δημοτικὸ σχολεῖο, ...κάτοικοι Νέων Συλλάτων, ...ἐπισκέπτονται τοὺς μαθητάς, ...ὁ Μαρινάκη, ...ὁ δικηγόρος ...ἀπὸ ...τὸ σχολεῖο. ἡ ἐξοχής «Αρμόδια» προσέφερε 100.000 δραχμ. για την δωρεάν φωτογραφία ὁ γενικός γραμματεύς τοῦ Ὑπουργείου Βορείου Ἑλλάδος κ. Μαρινάκης, ἀμέσως κατὰ τὴ ἐγκαίνια τοῦ νέου σχολείου.: [236, 49, 395, 198]
row-value: 0,884: [365, 1051, 393, 1062]
row-label: Εἰκοσόφραγκο: [210, 1214, 277, 1225]
school-headline: ΕΓΚΑΙΝΙΑΣΘΗΚΕ ΔΗΜΟΤΙΚΟ ΣΧΟΛΕΙΟ ΣΤΑ ΝΕΑ ΣΥΛΛΑΤΑ: [14, 10, 377, 46]
row-value: 70,737: [120, 1050, 153, 1061]
table-row: [14, 1039, 200, 1050]
importers-headline: ΒΙΟΜΗΧΑΝΙΑΙ ΚΑΘΩΣ ΚΑΙ ΕΙΣΑΓΩΓΙΚΑΙ ΕΠΙΧΕΙΡΗΣΕΙΣ ΥΠΟΧΡΕΟΥΝΤΑΙ ΝΑ ΥΠΟΒΑΛΟΥΝ ΤΙΜΟΚΑΤΑΛΟΓΟΥΣ: [636, 1915, 1007, 1945]
row-label: ....: [16, 971, 28, 982]
row-label: Μόντρεαλ: [210, 983, 257, 994]
doctors-headline: ΕΙΔΙΚΕΥΣΗ ΙΑΤΡΩΝ ΣΤΟ ΘΕΑΓΕΝΕΙΟ: [435, 1306, 587, 1334]
cyprus-headline: ΥΠΟΡΡΕΟΝ ΤΟΥ ΙΔΙΟΥ ΟΡΓΑΝΙΣΜΟΥ ΓΙΑ ΤΗΝ ΑΠΟΔΟΣΗ ΤΩΝ ΔΙΑΘΕΣΙΜΩΝ ΤΗΣ ΚΥΠΡΟΥ ΣΤΟΥΣ ΙΔΙΟΚΤΗΤΕΣ ΤΟΥΣ: [32, 1530, 377, 1573]
row-value: 89,619: [311, 983, 345, 994]
papers-text: Σὲ καφενεῖο τῆς Νεαπόλεως Πειραιῶς ...παράνομα καὶ ...4.324 δρχ.: [403, 1470, 618, 1494]
row-label: ....: [16, 960, 28, 971]
grads-caption: Οἱ νέοι πτυχιοῦχοι τῆς γεωπονικῆς καὶ δασολογικῆς σχολῆς ...ὁρκίσθηκαν ...Διακρίνονται ...ὁ πρύτανης ...ὁ κοσμήτορας ...οἱ καθηγηταί.: [1229, 287, 1590, 309]
prefect-headline: Ο ΝΟΜΑΡΧΗΣ ΦΛΩΡΙΝΗΣ ΕΠΕΣΤΡΕΨΕ ΑΠΟ ΤΗΝ ΑΥΣΤΡΑΛΙΑ: [1042, 1518, 1204, 1558]
table-row: [14, 1073, 200, 1084]
row-label: Γερμ. κτλ.: [210, 1236, 257, 1247]
strike-headline: ΚΑΤΗΛΘΑΝ ΑΠΟ ΤΟ ΠΡΩΙ ΣΕ ΑΠΕΡΓΙΑ ΟΙ ΚΑΘΗΓΗΤΑΙ ΟΛΩΝ ΤΩΝ ΓΥΜΝΑΣΙΩΝ: [627, 543, 1220, 605]
column-3: [626, 8, 1221, 2121]
grads-photo: [1229, 43, 1592, 284]
